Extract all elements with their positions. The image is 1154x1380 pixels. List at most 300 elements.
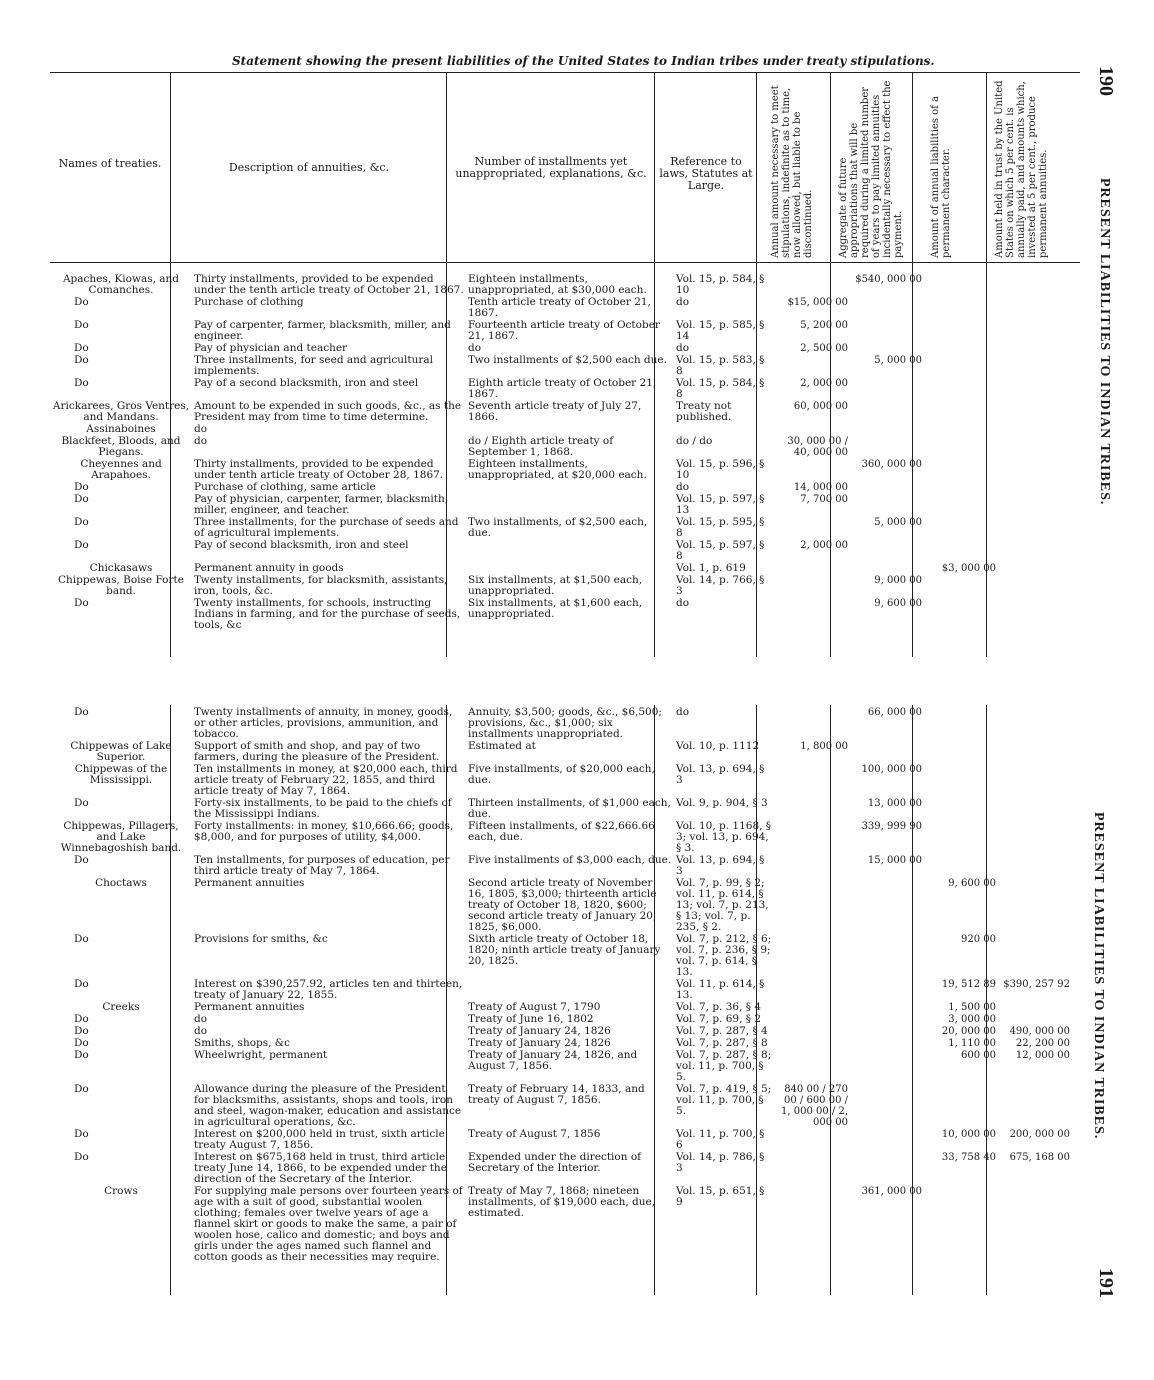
row-description: Pay of physician and teacher	[194, 343, 348, 354]
row-name: Do	[74, 494, 89, 505]
row-trust-amount	[998, 482, 1072, 494]
row-annual-amount	[776, 355, 850, 378]
row-installments: Five installments of $3,000 each, due.	[468, 855, 672, 866]
row-installments: Eighth article treaty of October 21, 1867.	[468, 378, 657, 400]
row-permanent-amount	[924, 821, 998, 855]
header-annual: Annual amount necessary to meet stipulations, indefinite as to time, now allowed, but liable to be discontinued.	[770, 85, 814, 258]
row-reference: Vol. 7, p. 287, § 8; vol. 11, p. 700, § 5.	[676, 1050, 772, 1083]
row-permanent-amount: 3, 000 00	[948, 1014, 996, 1025]
side-header-top: PRESENT LIABILITIES TO INDIAN TRIBES.	[1097, 178, 1112, 506]
row-permanent-amount	[924, 1186, 998, 1264]
row-aggregate-amount	[850, 979, 924, 1002]
row-installments: Fourteenth article treaty of October 21, 1867.	[468, 320, 660, 342]
row-name: Do	[74, 707, 89, 718]
row-trust-amount	[998, 741, 1072, 764]
row-name: Do	[74, 355, 89, 366]
row-trust-amount	[998, 764, 1072, 798]
row-reference: Vol. 15, p. 595, § 8	[676, 517, 765, 539]
row-annual-amount	[776, 934, 850, 979]
row-permanent-amount	[924, 482, 998, 494]
row-reference: Vol. 7, p. 99, § 2; vol. 11, p. 614, § 13; vol. 7, p. 213, § 13; vol. 7, p. 235, § 2.	[676, 878, 769, 933]
row-reference: Vol. 7, p. 287, § 4	[676, 1026, 768, 1037]
row-annual-amount	[776, 274, 850, 297]
row-permanent-amount: $3, 000 00	[941, 563, 996, 574]
row-trust-amount	[998, 855, 1072, 878]
row-trust-amount: 22, 200 00	[1015, 1038, 1070, 1049]
row-permanent-amount: 600 00	[961, 1050, 996, 1061]
row-annual-amount	[776, 821, 850, 855]
header-aggregate: Aggregate of future appropriations that will be required during a limited number of years to pay limited annuities incidentally necessary to effect the payment.	[838, 80, 904, 258]
row-description: Pay of a second blacksmith, iron and steel	[194, 378, 419, 389]
table-row	[50, 343, 1072, 355]
header-description: Description of annuities, &c.	[228, 161, 390, 174]
page-number-bottom: 191	[1095, 1268, 1117, 1298]
table-row	[50, 1014, 1072, 1026]
row-reference: Vol. 15, p. 597, § 13	[676, 494, 765, 516]
row-description: do	[194, 1026, 208, 1037]
row-reference: Vol. 7, p. 212, § 6; vol. 7, p. 236, § 9; vol. 7, p. 614, § 13.	[676, 934, 772, 978]
row-aggregate-amount: 13, 000 00	[867, 798, 922, 809]
row-description: Provisions for smiths, &c	[194, 934, 328, 945]
row-permanent-amount	[924, 764, 998, 798]
row-aggregate-amount	[850, 741, 924, 764]
row-permanent-amount: 1, 500 00	[948, 1002, 996, 1013]
row-installments: Second article treaty of November 16, 1805, $3,000; thirteenth article treaty of October 18, 1820, $600; second article treaty of January 20, 1825, $6,000.	[468, 878, 657, 933]
row-annual-amount	[776, 1050, 850, 1084]
row-permanent-amount	[924, 598, 998, 632]
row-aggregate-amount: 9, 000 00	[874, 575, 922, 586]
table-row	[50, 401, 1072, 424]
row-trust-amount	[998, 575, 1072, 598]
row-name: Creeks	[102, 1002, 140, 1013]
header-names: Names of treaties.	[58, 157, 162, 170]
row-trust-amount	[998, 459, 1072, 482]
row-permanent-amount	[924, 355, 998, 378]
row-trust-amount	[998, 878, 1072, 934]
table-row	[50, 878, 1072, 934]
row-description: Thirty installments, provided to be expended under the tenth article treaty of October 21, 1867.	[194, 274, 464, 296]
row-aggregate-amount	[850, 297, 924, 320]
row-installments: Treaty of August 7, 1790	[468, 1002, 601, 1013]
row-reference: do	[676, 707, 690, 718]
row-name: Chippewas, Boise Forte band.	[58, 575, 184, 597]
row-description: Forty-six installments, to be paid to the chiefs of the Mississippi Indians.	[194, 798, 452, 820]
row-aggregate-amount	[850, 1014, 924, 1026]
row-trust-amount	[998, 798, 1072, 821]
row-permanent-amount	[924, 707, 998, 741]
table-row	[50, 575, 1072, 598]
row-aggregate-amount: 5, 000 00	[874, 355, 922, 366]
table-row	[50, 320, 1072, 343]
row-permanent-amount	[924, 401, 998, 424]
row-installments: Treaty of August 7, 1856	[468, 1129, 601, 1140]
row-aggregate-amount	[850, 878, 924, 934]
row-annual-amount: $15, 000 00	[787, 297, 848, 308]
row-reference: Vol. 13, p. 694, § 3	[676, 764, 765, 786]
table-row	[50, 297, 1072, 320]
row-description: Permanent annuity in goods	[194, 563, 344, 574]
row-annual-amount	[776, 764, 850, 798]
row-installments: Treaty of May 7, 1868; nineteen installments, of $19,000 each, due, estimated.	[468, 1186, 656, 1219]
row-trust-amount	[998, 1014, 1072, 1026]
row-aggregate-amount: 339, 999 90	[861, 821, 922, 832]
row-trust-amount: 200, 000 00	[1009, 1129, 1070, 1140]
row-installments: Treaty of June 16, 1802	[468, 1014, 594, 1025]
header-reference: Reference to laws, Statutes at Large.	[659, 155, 753, 192]
row-annual-amount	[776, 1129, 850, 1152]
row-description: Twenty installments, for blacksmith, assistants, iron, tools, &c.	[194, 575, 448, 597]
row-reference: Vol. 15, p. 584, § 10	[676, 274, 765, 296]
row-aggregate-amount	[850, 494, 924, 517]
table-row	[50, 436, 1072, 459]
row-reference: do	[676, 343, 690, 354]
page-number-top: 190	[1095, 66, 1117, 96]
row-name: Crows	[104, 1186, 138, 1197]
row-annual-amount: 2, 500 00	[800, 343, 848, 354]
row-installments: Two installments of $2,500 each due.	[468, 355, 667, 366]
row-reference: Vol. 15, p. 583, § 8	[676, 355, 765, 377]
row-description: Allowance during the pleasure of the President for blacksmiths, assistants, shops and tools, iron and steel, wagon-maker, education and assistance in agricultural operations, &c.	[194, 1084, 462, 1128]
row-annual-amount: 14, 000 00	[793, 482, 848, 493]
row-description: Interest on $390,257.92, articles ten and thirteen, treaty of January 22, 1855.	[194, 979, 463, 1001]
row-trust-amount	[998, 598, 1072, 632]
row-aggregate-amount: $540, 000 00	[855, 274, 922, 285]
row-permanent-amount	[924, 798, 998, 821]
row-name: Do	[74, 343, 89, 354]
table-row	[50, 598, 1072, 632]
row-annual-amount: 30, 000 00 / 40, 000 00	[787, 436, 848, 458]
row-permanent-amount	[924, 320, 998, 343]
row-trust-amount	[998, 436, 1072, 459]
row-reference: do	[676, 482, 690, 493]
row-permanent-amount	[924, 424, 998, 436]
row-aggregate-amount	[850, 1152, 924, 1186]
row-annual-amount	[776, 1186, 850, 1264]
row-installments: Treaty of January 24, 1826	[468, 1026, 611, 1037]
row-aggregate-amount	[850, 540, 924, 563]
row-annual-amount	[776, 598, 850, 632]
row-annual-amount	[776, 979, 850, 1002]
liabilities-table-bottom	[50, 707, 1072, 1264]
row-description: For supplying male persons over fourteen years of age with a suit of good, substantial woolen clothing; females over twelve years of age a flannel skirt or goods to make the same, a pair of woolen hose, calico and domestic; and boys and girls under the ages named such flannel and cotton goods as their necessities may require.	[194, 1186, 463, 1263]
row-trust-amount	[998, 355, 1072, 378]
table-row	[50, 517, 1072, 540]
row-description: Interest on $200,000 held in trust, sixth article treaty August 7, 1856.	[194, 1129, 445, 1151]
row-description: Thirty installments, provided to be expended under tenth article treaty of October 28, 1867.	[194, 459, 444, 481]
row-name: Do	[74, 517, 89, 528]
row-reference: Vol. 9, p. 904, § 3	[676, 798, 768, 809]
row-reference: Vol. 1, p. 619	[676, 563, 746, 574]
row-trust-amount: 12, 000 00	[1015, 1050, 1070, 1061]
row-permanent-amount: 1, 110 00	[948, 1038, 996, 1049]
row-name: Do	[74, 1050, 89, 1061]
row-annual-amount: 2, 000 00	[800, 540, 848, 551]
row-reference: Vol. 14, p. 766, § 3	[676, 575, 765, 597]
row-name: Chippewas of the Mississippi.	[74, 764, 168, 786]
row-trust-amount: $390, 257 92	[1003, 979, 1070, 990]
row-description: do	[194, 436, 208, 447]
header-trust: Amount held in trust by the United States on which 5 per cent. is annually paid, and amounts which, invested at 5 per cent., produce permanent annuities.	[994, 80, 1049, 258]
row-installments: Fifteen installments, of $22,666.66 each, due.	[468, 821, 655, 843]
liabilities-table-top	[50, 274, 1072, 632]
row-permanent-amount	[924, 297, 998, 320]
row-trust-amount	[998, 517, 1072, 540]
row-trust-amount	[998, 1186, 1072, 1264]
row-description: Support of smith and shop, and pay of two farmers, during the pleasure of the President.	[194, 741, 440, 763]
row-description: Twenty installments of annuity, in money, goods, or other articles, provisions, ammunition, and tobacco.	[194, 707, 453, 740]
row-name: Do	[74, 482, 89, 493]
row-permanent-amount	[924, 575, 998, 598]
row-aggregate-amount: 5, 000 00	[874, 517, 922, 528]
row-trust-amount	[998, 297, 1072, 320]
row-installments	[466, 494, 674, 517]
row-installments: Six installments, at $1,500 each, unappropriated.	[468, 575, 643, 597]
row-annual-amount	[776, 459, 850, 482]
row-name: Do	[74, 1129, 89, 1140]
row-aggregate-amount	[850, 1038, 924, 1050]
table-row	[50, 1002, 1072, 1014]
row-installments: do	[468, 343, 482, 354]
row-aggregate-amount	[850, 482, 924, 494]
header-bottom-rule	[50, 262, 1080, 263]
row-installments: Treaty of January 24, 1826	[468, 1038, 611, 1049]
row-annual-amount	[776, 563, 850, 575]
row-reference: Vol. 15, p. 585, § 14	[676, 320, 765, 342]
row-installments: do / Eighth article treaty of September 1, 1868.	[468, 436, 614, 458]
row-aggregate-amount	[850, 1129, 924, 1152]
row-description: Twenty installments, for schools, instructing Indians in farming, and for the purchase of seeds, tools, &c	[194, 598, 461, 631]
table-row	[50, 1129, 1072, 1152]
row-description: Three installments, for seed and agricultural implements.	[194, 355, 433, 377]
row-description: Amount to be expended in such goods, &c., as the President may from time to time determine.	[194, 401, 462, 423]
row-installments: Annuity, $3,500; goods, &c., $6,500; provisions, &c., $1,000; six installments unappropriated.	[468, 707, 662, 740]
row-annual-amount	[776, 855, 850, 878]
table-row	[50, 424, 1072, 436]
row-description: Smiths, shops, &c	[194, 1038, 291, 1049]
header-top-rule	[50, 72, 1080, 73]
row-name: Blackfeet, Bloods, and Piegans.	[61, 436, 181, 458]
table-row	[50, 482, 1072, 494]
row-annual-amount: 60, 000 00	[793, 401, 848, 412]
table-row	[50, 1084, 1072, 1129]
row-trust-amount	[998, 1084, 1072, 1129]
row-permanent-amount: 920 00	[961, 934, 996, 945]
row-name: Do	[74, 1038, 89, 1049]
row-annual-amount	[776, 517, 850, 540]
table-row	[50, 707, 1072, 741]
row-permanent-amount	[924, 855, 998, 878]
row-reference: Vol. 7, p. 287, § 8	[676, 1038, 768, 1049]
row-description: Purchase of clothing	[194, 297, 304, 308]
row-trust-amount	[998, 1002, 1072, 1014]
table-row	[50, 1050, 1072, 1084]
row-annual-amount: 2, 000 00	[800, 378, 848, 389]
row-installments: Eighteen installments, unappropriated, at $30,000 each.	[468, 274, 647, 296]
header-permanent: Amount of annual liabilities of a permanent character.	[930, 96, 952, 258]
row-aggregate-amount: 9, 600 00	[874, 598, 922, 609]
row-annual-amount	[776, 878, 850, 934]
row-reference: Vol. 11, p. 700, § 6	[676, 1129, 765, 1151]
row-trust-amount	[998, 378, 1072, 401]
table-row	[50, 563, 1072, 575]
row-aggregate-amount: 15, 000 00	[867, 855, 922, 866]
row-trust-amount	[998, 563, 1072, 575]
row-installments: Thirteen installments, of $1,000 each, due.	[468, 798, 671, 820]
row-description: Permanent annuities	[194, 878, 305, 889]
row-description: Permanent annuities	[194, 1002, 305, 1013]
row-name: Do	[74, 598, 89, 609]
row-aggregate-amount: 100, 000 00	[861, 764, 922, 775]
row-trust-amount	[998, 494, 1072, 517]
row-annual-amount: 5, 200 00	[800, 320, 848, 331]
row-aggregate-amount	[850, 436, 924, 459]
table-row	[50, 274, 1072, 297]
row-trust-amount	[998, 274, 1072, 297]
row-description: Ten installments, for purposes of education, per third article treaty of May 7, 1864.	[194, 855, 450, 877]
row-reference: Vol. 7, p. 419, § 5; vol. 11, p. 700, § 5.	[676, 1084, 772, 1117]
row-permanent-amount	[924, 1084, 998, 1129]
row-trust-amount: 490, 000 00	[1009, 1026, 1070, 1037]
row-description: Pay of carpenter, farmer, blacksmith, miller, and engineer.	[194, 320, 451, 342]
row-reference: Vol. 15, p. 596, § 10	[676, 459, 765, 481]
row-permanent-amount	[924, 517, 998, 540]
row-reference: do	[676, 598, 690, 609]
row-annual-amount: 840 00 / 270 00 / 600 00 / 1, 000 00 / 2, 000 00	[781, 1084, 848, 1128]
row-annual-amount	[776, 1026, 850, 1038]
row-installments: Two installments, of $2,500 each, due.	[468, 517, 648, 539]
table-row	[50, 821, 1072, 855]
table-row	[50, 459, 1072, 482]
table-row	[50, 741, 1072, 764]
row-permanent-amount: 19, 512 89	[941, 979, 996, 990]
page-title: Statement showing the present liabilities of the United States to Indian tribes under treaty stipulations.	[232, 54, 935, 68]
row-description: Interest on $675,168 held in trust, third article treaty June 14, 1866, to be expended under the direction of the Secretary of the Interior.	[194, 1152, 447, 1185]
row-installments: Seventh article treaty of July 27, 1866.	[468, 401, 642, 423]
row-reference: Vol. 10, p. 1168, § 3; vol. 13, p. 694, § 3.	[676, 821, 772, 854]
row-name: Do	[74, 297, 89, 308]
row-aggregate-amount	[850, 424, 924, 436]
row-reference: Vol. 11, p. 614, § 13.	[676, 979, 765, 1001]
row-name: Do	[74, 378, 89, 389]
row-installments	[466, 979, 674, 1002]
row-name: Cheyennes and Arapahoes.	[80, 459, 162, 481]
row-aggregate-amount	[850, 378, 924, 401]
row-name: Arickarees, Gros Ventres, and Mandans.	[52, 401, 190, 423]
row-permanent-amount	[924, 378, 998, 401]
row-aggregate-amount: 66, 000 00	[867, 707, 922, 718]
row-description: Purchase of clothing, same article	[194, 482, 376, 493]
row-name: Do	[74, 1014, 89, 1025]
table-row	[50, 979, 1072, 1002]
row-annual-amount	[776, 798, 850, 821]
row-annual-amount: 7, 700 00	[800, 494, 848, 505]
header-installments: Number of installments yet unappropriated, explanations, &c.	[455, 155, 647, 180]
row-trust-amount	[998, 424, 1072, 436]
row-reference: Vol. 15, p. 597, § 8	[676, 540, 765, 562]
row-aggregate-amount	[850, 320, 924, 343]
row-aggregate-amount	[850, 1026, 924, 1038]
row-name: Do	[74, 320, 89, 331]
row-description: do	[194, 1014, 208, 1025]
row-aggregate-amount: 360, 000 00	[861, 459, 922, 470]
row-aggregate-amount	[850, 563, 924, 575]
row-name: Do	[74, 1026, 89, 1037]
row-annual-amount	[776, 1152, 850, 1186]
row-installments: Tenth article treaty of October 21, 1867.	[468, 297, 651, 319]
table-row	[50, 494, 1072, 517]
row-installments: Six installments, at $1,600 each, unappropriated.	[468, 598, 643, 620]
row-permanent-amount	[924, 741, 998, 764]
row-reference	[674, 424, 776, 436]
row-description: Ten installments in money, at $20,000 each, third article treaty of February 22, 1855, and third article treaty of May 7, 1864.	[194, 764, 458, 797]
row-installments	[466, 563, 674, 575]
row-name: Do	[74, 1152, 89, 1163]
table-row	[50, 764, 1072, 798]
row-aggregate-amount	[850, 1002, 924, 1014]
row-reference: Vol. 7, p. 36, § 4	[676, 1002, 762, 1013]
row-name: Choctaws	[95, 878, 147, 889]
row-aggregate-amount	[850, 401, 924, 424]
row-annual-amount	[776, 575, 850, 598]
row-permanent-amount	[924, 459, 998, 482]
table-row	[50, 1038, 1072, 1050]
table-row	[50, 934, 1072, 979]
row-reference: Vol. 13, p. 694, § 3	[676, 855, 765, 877]
row-permanent-amount	[924, 436, 998, 459]
row-permanent-amount: 20, 000 00	[941, 1026, 996, 1037]
row-installments: Expended under the direction of Secretary of the Interior.	[468, 1152, 642, 1174]
row-permanent-amount: 9, 600 00	[948, 878, 996, 889]
row-aggregate-amount	[850, 1084, 924, 1129]
row-reference: Vol. 10, p. 1112	[676, 741, 760, 752]
row-reference: Vol. 15, p. 651, § 9	[676, 1186, 765, 1208]
row-permanent-amount	[924, 343, 998, 355]
row-reference: Treaty not published.	[676, 401, 732, 423]
row-name: Assinaboines	[86, 424, 156, 435]
row-description: Three installments, for the purchase of seeds and of agricultural implements.	[194, 517, 459, 539]
row-trust-amount	[998, 707, 1072, 741]
row-reference: do	[676, 297, 690, 308]
row-description: Forty installments: in money, $10,666.66; goods, $8,000, and for purposes of utility, $4,000.	[194, 821, 454, 843]
row-annual-amount	[776, 1038, 850, 1050]
row-trust-amount	[998, 934, 1072, 979]
row-annual-amount	[776, 1014, 850, 1026]
row-name: Do	[74, 934, 89, 945]
row-installments: Eighteen installments, unappropriated, at $20,000 each.	[468, 459, 647, 481]
row-installments	[466, 424, 674, 436]
row-installments	[466, 482, 674, 494]
row-description: Pay of physician, carpenter, farmer, blacksmith, miller, engineer, and teacher.	[194, 494, 449, 516]
row-aggregate-amount	[850, 1050, 924, 1084]
row-aggregate-amount	[850, 934, 924, 979]
table-row	[50, 855, 1072, 878]
row-installments: Treaty of January 24, 1826, and August 7, 1856.	[468, 1050, 638, 1072]
table-row	[50, 378, 1072, 401]
row-description: do	[194, 424, 208, 435]
table-row	[50, 1152, 1072, 1186]
row-trust-amount	[998, 401, 1072, 424]
row-annual-amount	[776, 1002, 850, 1014]
row-name: Do	[74, 855, 89, 866]
table-row	[50, 798, 1072, 821]
row-annual-amount	[776, 424, 850, 436]
row-name: Chippewas, Pillagers, and Lake Winnebagoshish band.	[60, 821, 182, 854]
row-installments: Five installments, of $20,000 each, due.	[468, 764, 655, 786]
side-header-bottom: PRESENT LIABILITIES TO INDIAN TRIBES.	[1091, 812, 1106, 1140]
row-trust-amount	[998, 343, 1072, 355]
row-trust-amount: 675, 168 00	[1009, 1152, 1070, 1163]
row-reference: do / do	[676, 436, 713, 447]
